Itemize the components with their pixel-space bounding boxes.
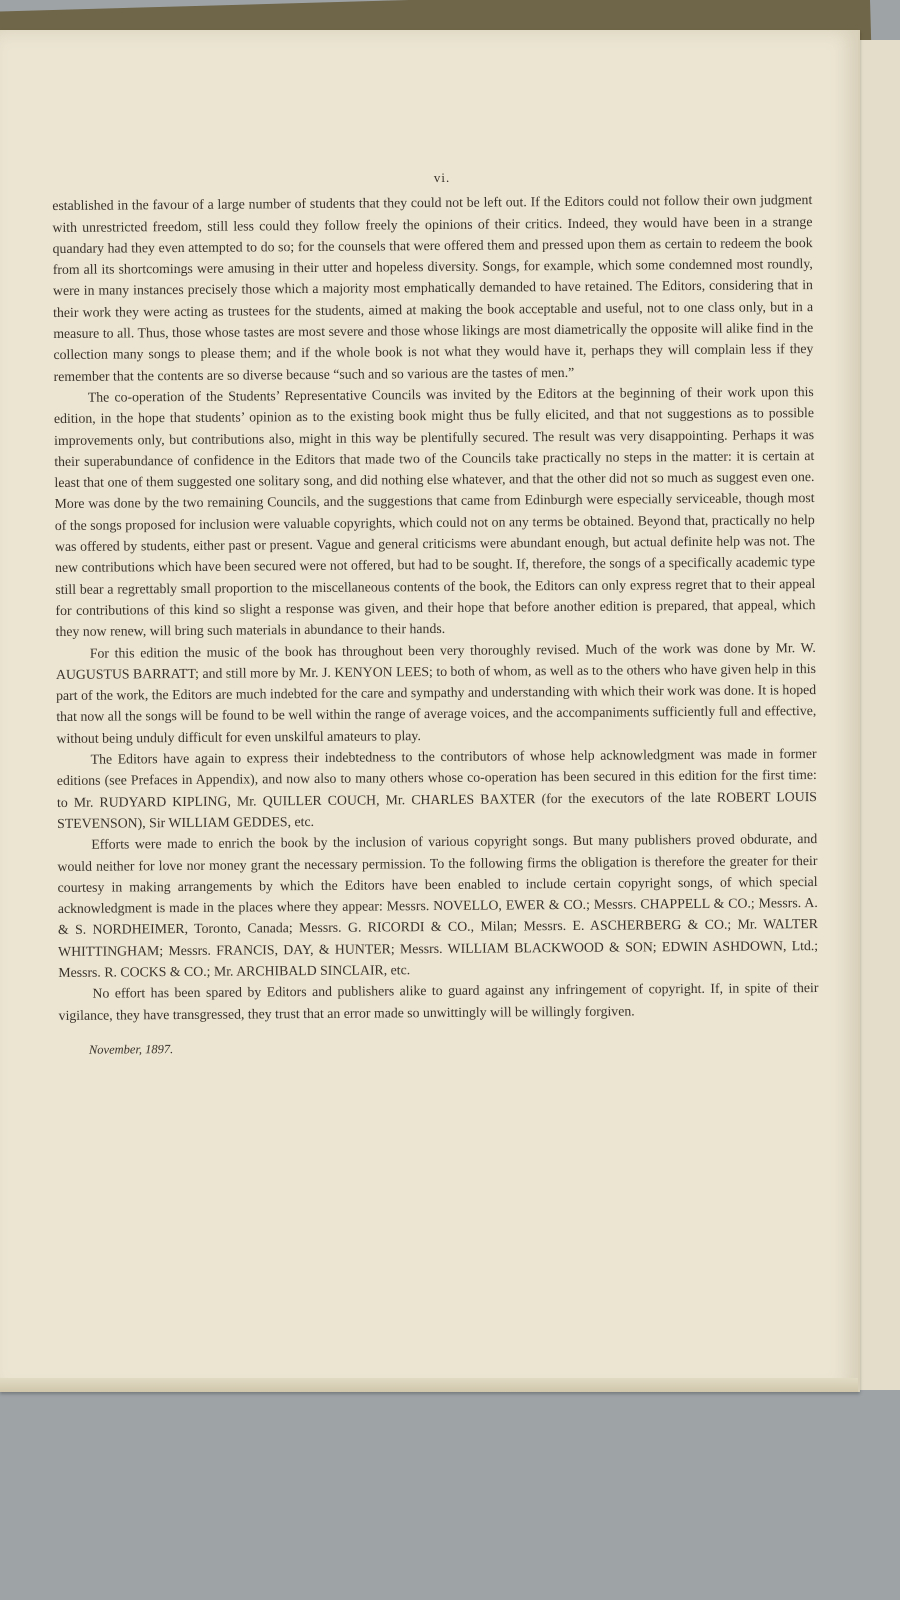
book-page bbox=[0, 30, 860, 1392]
paragraph-editors-judgment: established in the favour of a large number of students that they could not be left out. If the Editors could not follow their own judgment with unrestricted freedom, still less could they follow freely the opinions of their critics. Indeed, they would have been in a strange quandary had they even attempted to do so; for the counsels that were offered them and pressed upon them as certain to redeem the book from all its shortcomings were amusing in their utter and hopeless diversity. Songs, for example, which some condemned most roundly, were in many instances precisely those which a majority most emphatically demanded to have retained. The Editors, considering that in their work they were acting as trustees for the students, aimed at making the book acceptable and useful, not to one class only, but in a measure to all. Thus, those whose tastes are most severe and those whose likings are most diametrically the opposite will alike find in the collection many songs to please them; and if the whole book is not what they would have it, perhaps they will complain less if they remember that the contents are so diverse because “such and so various are the tastes of men.” bbox=[52, 192, 814, 384]
paragraph-infringement: No effort has been spared by Editors and publishers alike to guard against any infringement of copyright. If, in spite of their vigilance, they have transgressed, they trust that an error made so unwittingly will be willingly forgiven. bbox=[58, 980, 819, 1023]
paragraph-copyright-songs: Efforts were made to enrich the book by the inclusion of various copyright songs. But many publishers proved obdurate, and would neither for love nor money grant the necessary permission. To the following firms the obligation is therefore the greater for their courtesy in making arrangements by which the Editors have been enabled to include certain copyright songs, of which special acknowledgment is made in the places where they appear: Messrs. NOVELLO, EWER & CO.; Messrs. CHAPPELL & CO.; Messrs. A. & S. NORDHEIMER, Toronto, Canada; Messrs. G. RICORDI & CO., Milan; Messrs. E. ASCHERBERG & CO.; Mr. WALTER WHITTINGHAM; Messrs. FRANCIS, DAY, & HUNTER; Messrs. WILLIAM BLACKWOOD & SON; EDWIN ASHDOWN, Ltd.; Messrs. R. COCKS & CO.; Mr. ARCHIBALD SINCLAIR, etc. bbox=[57, 831, 819, 980]
page-text-block bbox=[52, 164, 819, 1061]
paragraph-music-revision: For this edition the music of the book has throughout been very thoroughly revised. Much of the work was done by Mr. W. AUGUSTUS BARRATT; and still more by Mr. J. KENYON LEES; to both of whom, as well as to the others who have given help in this part of the work, the Editors are much indebted for the care and sympathy and understanding with which their work was done. It is hoped that now all the songs will be found to be well within the range of average voices, and the accompaniments sufficiently full and effective, without being unduly difficult for even unskilful amateurs to play. bbox=[55, 639, 817, 746]
paragraph-contributors: The Editors have again to express their indebtedness to the contributors of whose help acknowledgment was made in former editions (see Prefaces in Appendix), and now also to many others whose co-operation has been secured in this edition for the first time: to Mr. RUDYARD KIPLING, Mr. QUILLER COUCH, Mr. CHARLES BAXTER (for the executors of the late ROBERT LOUIS STEVENSON), Sir WILLIAM GEDDES, etc. bbox=[56, 746, 817, 831]
paragraph-councils-cooperation: The co-operation of the Students’ Representative Councils was invited by the Editors at the beginning of their work upon this edition, in the hope that students’ opinion as to the existing book might thus be fully elicited, and that not suggestions as to possible improvements only, but contributions also, might in this way be plentifully secured. The result was very disappointing. Perhaps it was their superabundance of confidence in the Editors that made two of the Councils take practically no steps in the matter: it is certain at least that one of them suggested one solitary song, and did nothing else whatever, and that the other did not so much as suggest even one. More was done by the two remaining Councils, and the suggestions that came from Edinburgh were especially serviceable, though most of the songs proposed for inclusion were valuable copyrights, which could not on any terms be obtained. Beyond that, practically no help was offered by students, either past or present. Vague and general criticisms were abundant enough, but actual definite help was not. The new contributions which have been secured were not offered, but had to be sought. If, therefore, the songs of a specifically academic type still bear a regrettably small proportion to the miscellaneous contents of the book, the Editors can only express regret that to their appeal for contributions of this kind so slight a response was given, and their hope that before another edition is prepared, that appeal, which they now renew, will bring such materials in abundance to their hands. bbox=[53, 383, 816, 640]
page-number: vi. bbox=[433, 169, 451, 186]
preface-date: November, 1897. bbox=[88, 1041, 174, 1057]
